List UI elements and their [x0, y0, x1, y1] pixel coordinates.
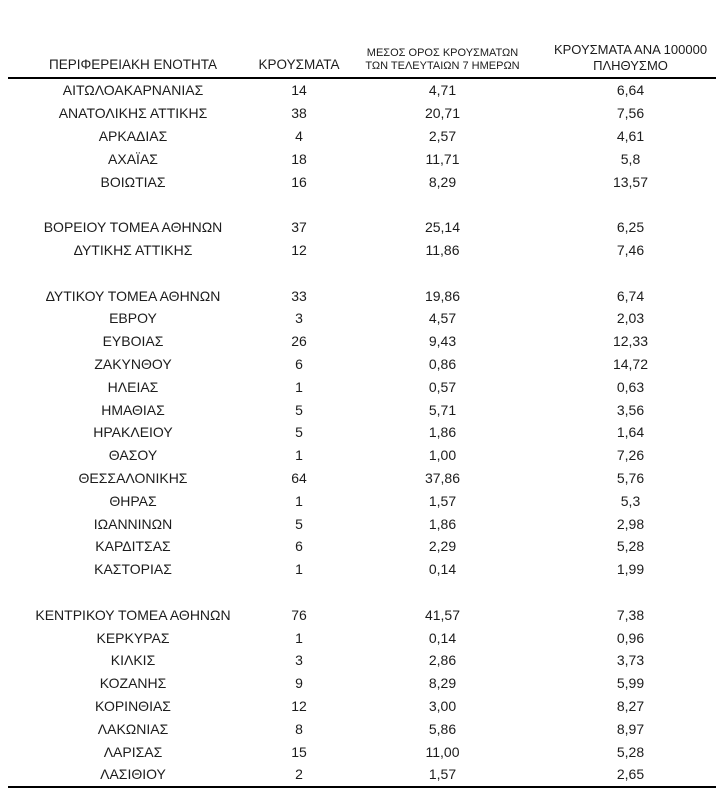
header-cases: [258, 28, 340, 78]
avg-7day-cell: 3,00: [428, 697, 457, 714]
avg-7day-cell: 5,86: [428, 720, 457, 737]
table-row: [8, 421, 716, 444]
header-cases-per-100k-line1: ΚΡΟΥΣΜΑΤΑ ΑΝΑ 100000: [553, 41, 708, 57]
table-row: [8, 535, 716, 558]
cases-cell: 6: [295, 538, 303, 555]
table-header: [8, 28, 716, 78]
cases-cell: 8: [295, 720, 303, 737]
cases-cell: 6: [295, 355, 303, 372]
per-100k-cell: 7,46: [616, 241, 645, 258]
per-100k-cell: 12,33: [612, 333, 649, 350]
per-100k-cell: 5,28: [616, 538, 645, 555]
per-100k-cell: 14,72: [612, 355, 649, 372]
region-cell: ΒΟΡΕΙΟΥ ΤΟΜΕΑ ΑΘΗΝΩΝ: [43, 219, 223, 236]
cases-cell: 26: [291, 333, 307, 350]
cases-cell: 14: [291, 82, 307, 99]
header-cases-label: ΚΡΟΥΣΜΑΤΑ: [258, 57, 340, 73]
cases-cell: 12: [291, 697, 307, 714]
per-100k-cell: 5,8: [620, 150, 641, 167]
group-separator-row: [8, 193, 716, 216]
per-100k-cell: 3,56: [616, 401, 645, 418]
header-7day-average-line1: ΜΕΣΟΣ ΟΡΟΣ ΚΡΟΥΣΜΑΤΩΝ: [366, 46, 519, 59]
cases-cell: 38: [291, 105, 307, 122]
table-row: [8, 170, 716, 193]
group-separator-cell: [8, 581, 716, 604]
region-cell: ΗΜΑΘΙΑΣ: [101, 401, 165, 418]
table-row: [8, 489, 716, 512]
region-cell: ΚΟΡΙΝΘΙΑΣ: [95, 697, 171, 714]
avg-7day-cell: 25,14: [424, 219, 461, 236]
per-100k-cell: 1,99: [616, 561, 645, 578]
table-row: [8, 740, 716, 763]
region-cell: ΚΕΝΤΡΙΚΟΥ ΤΟΜΕΑ ΑΘΗΝΩΝ: [35, 606, 231, 623]
region-cell: ΔΥΤΙΚΟΥ ΤΟΜΕΑ ΑΘΗΝΩΝ: [45, 287, 221, 304]
header-regional-unit: [8, 28, 258, 78]
per-100k-cell: 1,64: [616, 424, 645, 441]
avg-7day-cell: 11,71: [425, 150, 460, 167]
cases-cell: 1: [295, 492, 303, 509]
avg-7day-cell: 19,86: [424, 287, 461, 304]
table-body: [8, 78, 716, 787]
table-row: [8, 467, 716, 490]
table-row: [8, 444, 716, 467]
per-100k-cell: 5,3: [620, 492, 641, 509]
per-100k-cell: 7,56: [616, 105, 645, 122]
cases-cell: 3: [295, 652, 303, 669]
avg-7day-cell: 8,29: [428, 173, 457, 190]
avg-7day-cell: 0,14: [428, 561, 457, 578]
region-cell: ΘΕΣΣΑΛΟΝΙΚΗΣ: [78, 469, 188, 486]
table-row: [8, 695, 716, 718]
group-separator-cell: [8, 193, 716, 216]
region-cell: ΗΡΑΚΛΕΙΟΥ: [93, 424, 173, 441]
avg-7day-cell: 1,57: [428, 492, 457, 509]
region-cell: ΔΥΤΙΚΗΣ ΑΤΤΙΚΗΣ: [73, 241, 193, 258]
per-100k-cell: 3,73: [616, 652, 645, 669]
avg-7day-cell: 41,57: [424, 606, 461, 623]
cases-cell: 3: [295, 310, 303, 327]
table-row: [8, 239, 716, 262]
table-row: [8, 672, 716, 695]
cases-cell: 1: [295, 561, 303, 578]
per-100k-cell: 2,98: [616, 515, 645, 532]
region-cell: ΛΑΣΙΘΙΟΥ: [100, 766, 166, 783]
cases-cell: 9: [295, 675, 303, 692]
table-row: [8, 330, 716, 353]
region-cell: ΘΗΡΑΣ: [109, 492, 157, 509]
table-row: [8, 78, 716, 102]
header-row: [8, 28, 716, 78]
per-100k-cell: 0,63: [616, 378, 645, 395]
region-cell: ΚΟΖΑΝΗΣ: [99, 675, 167, 692]
region-cell: ΚΕΡΚΥΡΑΣ: [96, 629, 170, 646]
table-row: [8, 375, 716, 398]
header-cases-per-100k-line2: ΠΛΗΘΥΣΜΟ: [593, 57, 668, 73]
avg-7day-cell: 1,57: [428, 766, 457, 783]
group-separator-row: [8, 581, 716, 604]
region-cell: ΖΑΚΥΝΘΟΥ: [94, 355, 172, 372]
table-row: [8, 216, 716, 239]
per-100k-cell: 6,64: [616, 82, 645, 99]
avg-7day-cell: 2,86: [428, 652, 457, 669]
region-cell: ΚΑΣΤΟΡΙΑΣ: [94, 561, 172, 578]
avg-7day-cell: 8,29: [428, 675, 457, 692]
cases-cell: 5: [295, 401, 303, 418]
table-row: [8, 125, 716, 148]
cases-cell: 12: [291, 241, 307, 258]
cases-cell: 76: [291, 606, 307, 623]
region-cell: ΑΙΤΩΛΟΑΚΑΡΝΑΝΙΑΣ: [62, 82, 204, 99]
avg-7day-cell: 2,29: [428, 538, 457, 555]
cases-cell: 37: [291, 219, 307, 236]
region-cell: ΑΧΑΪΑΣ: [108, 150, 158, 167]
region-cell: ΒΟΙΩΤΙΑΣ: [100, 173, 166, 190]
table-row: [8, 626, 716, 649]
per-100k-cell: 2,03: [616, 310, 645, 327]
group-separator-cell: [8, 261, 716, 284]
per-100k-cell: 0,96: [616, 629, 645, 646]
per-100k-cell: 5,99: [616, 675, 645, 692]
cases-cell: 15: [291, 743, 307, 760]
avg-7day-cell: 0,57: [428, 378, 457, 395]
per-100k-cell: 6,25: [616, 219, 645, 236]
cases-cell: 33: [291, 287, 307, 304]
table-row: [8, 353, 716, 376]
table-row: [8, 763, 716, 787]
region-cell: ΛΑΚΩΝΙΑΣ: [97, 720, 169, 737]
avg-7day-cell: 5,71: [428, 401, 457, 418]
avg-7day-cell: 1,00: [428, 447, 457, 464]
per-100k-cell: 6,74: [616, 287, 645, 304]
per-100k-cell: 7,38: [616, 606, 645, 623]
cases-cell: 2: [295, 766, 303, 783]
cases-cell: 18: [291, 150, 307, 167]
table-row: [8, 284, 716, 307]
region-cell: ΗΛΕΙΑΣ: [107, 378, 159, 395]
avg-7day-cell: 0,86: [428, 355, 457, 372]
avg-7day-cell: 37,86: [424, 469, 461, 486]
table-row: [8, 717, 716, 740]
header-regional-unit-label: ΠΕΡΙΦΕΡΕΙΑΚΗ ΕΝΟΤΗΤΑ: [48, 57, 218, 73]
header-7day-average-line2: ΤΩΝ ΤΕΛΕΥΤΑΙΩΝ 7 ΗΜΕΡΩΝ: [365, 60, 520, 73]
cases-cell: 5: [295, 424, 303, 441]
per-100k-cell: 2,65: [616, 766, 645, 783]
region-cell: ΑΝΑΤΟΛΙΚΗΣ ΑΤΤΙΚΗΣ: [58, 105, 208, 122]
region-cell: ΛΑΡΙΣΑΣ: [103, 743, 163, 760]
table-row: [8, 649, 716, 672]
region-cell: ΘΑΣΟΥ: [108, 447, 158, 464]
cases-cell: 1: [295, 378, 303, 395]
header-cases-per-100k: [545, 28, 716, 78]
table-row: [8, 558, 716, 581]
avg-7day-cell: 9,43: [428, 333, 457, 350]
per-100k-cell: 7,26: [616, 447, 645, 464]
avg-7day-cell: 1,86: [428, 424, 457, 441]
header-7day-average: [340, 28, 545, 78]
per-100k-cell: 5,28: [616, 743, 645, 760]
table-row: [8, 398, 716, 421]
table-row: [8, 603, 716, 626]
table-row: [8, 147, 716, 170]
table-row: [8, 307, 716, 330]
cases-cell: 64: [291, 469, 307, 486]
cases-cell: 4: [295, 127, 303, 144]
table-row: [8, 102, 716, 125]
per-100k-cell: 5,76: [616, 469, 645, 486]
regional-cases-table: [8, 28, 716, 788]
group-separator-row: [8, 261, 716, 284]
region-cell: ΑΡΚΑΔΙΑΣ: [98, 127, 168, 144]
avg-7day-cell: 20,71: [424, 105, 461, 122]
avg-7day-cell: 4,71: [428, 82, 457, 99]
avg-7day-cell: 2,57: [428, 127, 457, 144]
region-cell: ΕΒΡΟΥ: [109, 310, 157, 327]
avg-7day-cell: 0,14: [428, 629, 457, 646]
per-100k-cell: 8,27: [616, 697, 645, 714]
avg-7day-cell: 11,86: [425, 241, 460, 258]
per-100k-cell: 4,61: [616, 127, 645, 144]
table-row: [8, 512, 716, 535]
avg-7day-cell: 4,57: [428, 310, 457, 327]
cases-cell: 5: [295, 515, 303, 532]
per-100k-cell: 8,97: [616, 720, 645, 737]
avg-7day-cell: 11,00: [425, 743, 460, 760]
region-cell: ΕΥΒΟΙΑΣ: [102, 333, 164, 350]
region-cell: ΚΑΡΔΙΤΣΑΣ: [95, 538, 171, 555]
cases-cell: 1: [295, 447, 303, 464]
per-100k-cell: 13,57: [612, 173, 649, 190]
cases-cell: 16: [291, 173, 307, 190]
avg-7day-cell: 1,86: [428, 515, 457, 532]
cases-cell: 1: [295, 629, 303, 646]
region-cell: ΙΩΑΝΝΙΝΩΝ: [93, 515, 173, 532]
region-cell: ΚΙΛΚΙΣ: [110, 652, 156, 669]
